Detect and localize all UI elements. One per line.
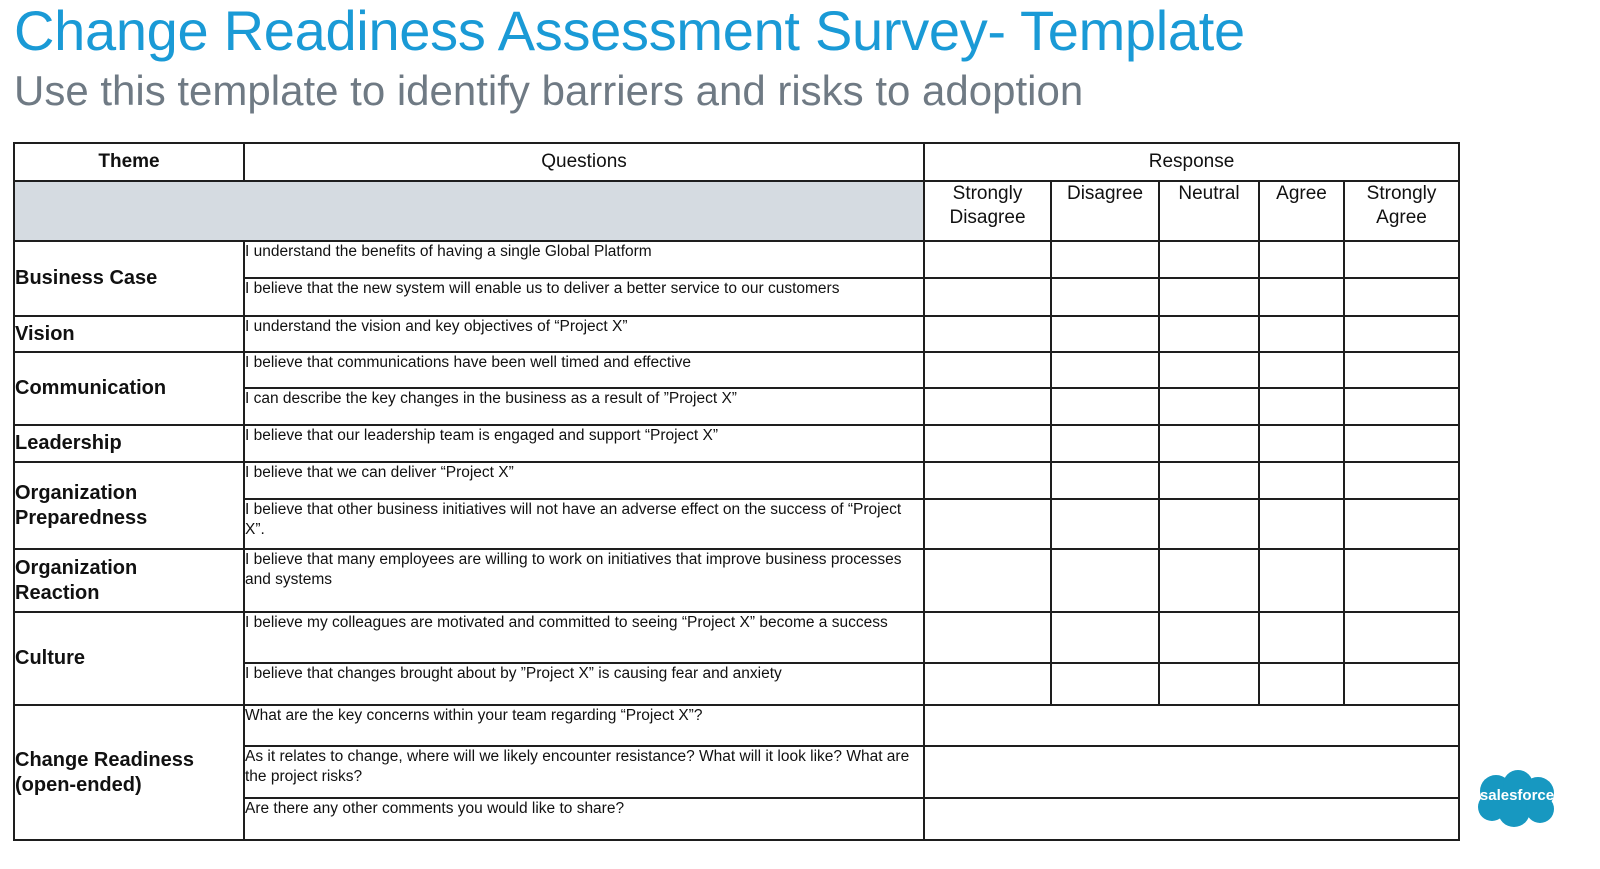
shaded-header-cell bbox=[14, 181, 924, 241]
org-preparedness-line-2: Preparedness bbox=[15, 506, 148, 529]
response-cell[interactable] bbox=[1259, 549, 1344, 612]
table-row bbox=[14, 705, 1459, 746]
questions-header: Questions bbox=[244, 143, 924, 181]
logo-text: salesforce bbox=[1479, 787, 1555, 804]
response-scale-row bbox=[14, 181, 1459, 241]
response-cell[interactable] bbox=[1259, 278, 1344, 316]
response-cell[interactable] bbox=[1159, 241, 1259, 278]
response-cell[interactable] bbox=[1051, 388, 1159, 425]
strongly-disagree-header bbox=[924, 181, 1051, 241]
question-11: I believe that changes brought about by ”Project X” is causing fear and anxiety bbox=[244, 663, 924, 705]
question-9: I believe that many employees are willing to work on initiatives that improve business processes and systems bbox=[244, 549, 924, 612]
question-14: Are there any other comments you would like to share? bbox=[244, 798, 924, 840]
strongly-agree-line-2: Agree bbox=[1376, 207, 1427, 228]
header-row bbox=[14, 143, 1459, 181]
question-8: I believe that other business initiatives will not have an adverse effect on the success of “Project X”. bbox=[244, 499, 924, 549]
question-5: I can describe the key changes in the business as a result of ”Project X” bbox=[244, 388, 924, 425]
response-cell[interactable] bbox=[924, 612, 1051, 663]
question-7: I believe that we can deliver “Project X” bbox=[244, 462, 924, 499]
response-cell[interactable] bbox=[1159, 549, 1259, 612]
response-header: Response bbox=[924, 143, 1459, 181]
theme-header: Theme bbox=[14, 143, 244, 181]
open-response-cell[interactable] bbox=[924, 746, 1459, 798]
strongly-agree-header bbox=[1344, 181, 1459, 241]
table-row bbox=[14, 352, 1459, 388]
change-readiness-line-2: (open-ended) bbox=[15, 773, 142, 796]
response-cell[interactable] bbox=[1344, 612, 1459, 663]
table-row bbox=[14, 316, 1459, 352]
theme-vision: Vision bbox=[14, 316, 244, 352]
response-cell[interactable] bbox=[924, 278, 1051, 316]
change-readiness-line-1: Change Readiness bbox=[15, 748, 194, 771]
strongly-disagree-line-1: Strongly bbox=[952, 183, 1023, 204]
strongly-agree-line-1: Strongly bbox=[1366, 183, 1437, 204]
question-13: As it relates to change, where will we likely encounter resistance? What will it look like? What are the project risks? bbox=[244, 746, 924, 798]
response-cell[interactable] bbox=[924, 316, 1051, 352]
table-row bbox=[14, 425, 1459, 462]
question-1: I understand the benefits of having a single Global Platform bbox=[244, 241, 924, 278]
response-cell[interactable] bbox=[1051, 462, 1159, 499]
response-cell[interactable] bbox=[1344, 241, 1459, 278]
response-cell[interactable] bbox=[924, 352, 1051, 388]
response-cell[interactable] bbox=[1344, 663, 1459, 705]
response-cell[interactable] bbox=[1259, 462, 1344, 499]
response-cell[interactable] bbox=[924, 388, 1051, 425]
page-subtitle: Use this template to identify barriers and risks to adoption bbox=[14, 67, 1084, 114]
response-cell[interactable] bbox=[1051, 316, 1159, 352]
response-cell[interactable] bbox=[1259, 499, 1344, 549]
response-cell[interactable] bbox=[1159, 388, 1259, 425]
response-cell[interactable] bbox=[1051, 612, 1159, 663]
table-row bbox=[14, 612, 1459, 663]
response-cell[interactable] bbox=[1051, 278, 1159, 316]
response-cell[interactable] bbox=[1344, 499, 1459, 549]
response-cell[interactable] bbox=[1259, 316, 1344, 352]
response-cell[interactable] bbox=[1344, 462, 1459, 499]
response-cell[interactable] bbox=[924, 425, 1051, 462]
open-response-cell[interactable] bbox=[924, 798, 1459, 840]
table-row bbox=[14, 549, 1459, 612]
response-cell[interactable] bbox=[1344, 549, 1459, 612]
response-cell[interactable] bbox=[1051, 352, 1159, 388]
response-cell[interactable] bbox=[1159, 499, 1259, 549]
theme-communication: Communication bbox=[14, 352, 244, 425]
neutral-header: Neutral bbox=[1159, 181, 1259, 241]
response-cell[interactable] bbox=[1259, 425, 1344, 462]
question-4: I believe that communications have been well timed and effective bbox=[244, 352, 924, 388]
org-reaction-line-2: Reaction bbox=[15, 581, 100, 604]
theme-culture: Culture bbox=[14, 612, 244, 705]
response-cell[interactable] bbox=[1259, 663, 1344, 705]
org-preparedness-line-1: Organization bbox=[15, 481, 138, 504]
question-6: I believe that our leadership team is engaged and support “Project X” bbox=[244, 425, 924, 462]
response-cell[interactable] bbox=[1051, 663, 1159, 705]
response-cell[interactable] bbox=[1344, 316, 1459, 352]
disagree-header: Disagree bbox=[1051, 181, 1159, 241]
response-cell[interactable] bbox=[1344, 278, 1459, 316]
response-cell[interactable] bbox=[1159, 316, 1259, 352]
question-12: What are the key concerns within your team regarding “Project X”? bbox=[244, 705, 924, 746]
theme-business-case: Business Case bbox=[14, 241, 244, 316]
response-cell[interactable] bbox=[1344, 425, 1459, 462]
response-cell[interactable] bbox=[1259, 241, 1344, 278]
response-cell[interactable] bbox=[1159, 352, 1259, 388]
table-row bbox=[14, 462, 1459, 499]
response-cell[interactable] bbox=[1051, 499, 1159, 549]
response-cell[interactable] bbox=[1259, 612, 1344, 663]
response-cell[interactable] bbox=[1051, 241, 1159, 278]
open-response-cell[interactable] bbox=[924, 705, 1459, 746]
salesforce-logo bbox=[1472, 767, 1562, 829]
response-cell[interactable] bbox=[924, 499, 1051, 549]
response-cell[interactable] bbox=[1159, 612, 1259, 663]
theme-leadership: Leadership bbox=[14, 425, 244, 462]
response-cell[interactable] bbox=[1159, 425, 1259, 462]
response-cell[interactable] bbox=[1159, 663, 1259, 705]
response-cell[interactable] bbox=[924, 663, 1051, 705]
response-cell[interactable] bbox=[924, 241, 1051, 278]
response-cell[interactable] bbox=[1051, 549, 1159, 612]
theme-organization-reaction bbox=[14, 549, 244, 612]
theme-change-readiness bbox=[14, 705, 244, 840]
response-cell[interactable] bbox=[1259, 388, 1344, 425]
table-row bbox=[14, 241, 1459, 278]
response-cell[interactable] bbox=[1344, 388, 1459, 425]
response-cell[interactable] bbox=[1159, 462, 1259, 499]
theme-organization-preparedness bbox=[14, 462, 244, 549]
response-cell[interactable] bbox=[1159, 278, 1259, 316]
response-cell[interactable] bbox=[924, 462, 1051, 499]
response-cell[interactable] bbox=[1051, 425, 1159, 462]
page-title: Change Readiness Assessment Survey- Template bbox=[14, 0, 1245, 62]
strongly-disagree-line-2: Disagree bbox=[949, 207, 1026, 228]
survey-table bbox=[13, 142, 1460, 841]
question-3: I understand the vision and key objectives of “Project X” bbox=[244, 316, 924, 352]
agree-header: Agree bbox=[1259, 181, 1344, 241]
question-2: I believe that the new system will enable us to deliver a better service to our customers bbox=[244, 278, 924, 316]
org-reaction-line-1: Organization bbox=[15, 556, 138, 579]
response-cell[interactable] bbox=[924, 549, 1051, 612]
question-10: I believe my colleagues are motivated and committed to seeing “Project X” become a success bbox=[244, 612, 924, 663]
response-cell[interactable] bbox=[1259, 352, 1344, 388]
response-cell[interactable] bbox=[1344, 352, 1459, 388]
